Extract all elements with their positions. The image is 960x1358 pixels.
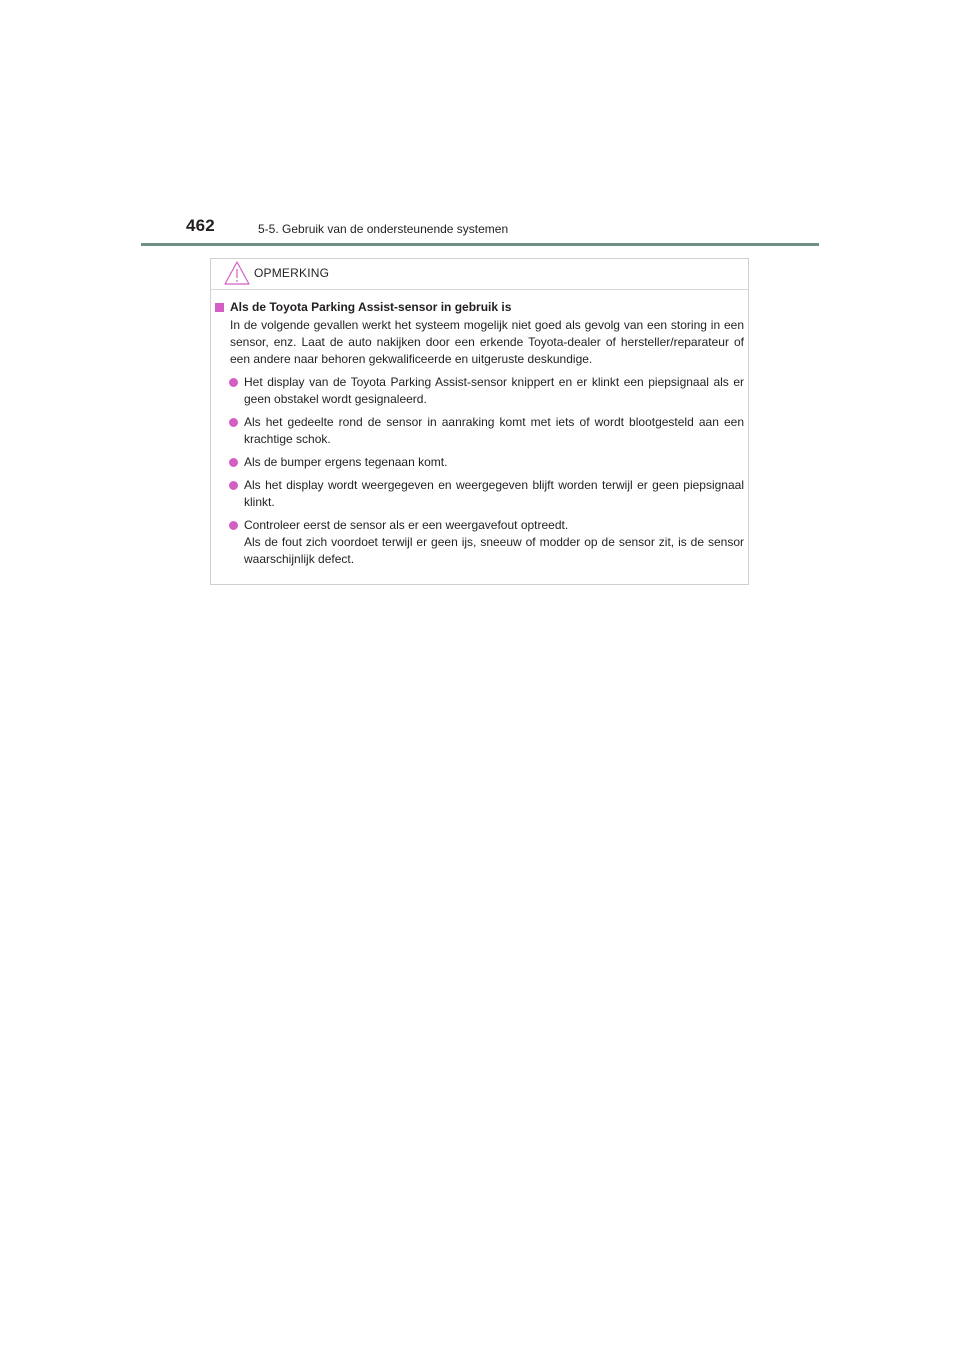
list-item [215, 477, 744, 511]
notice-label: OPMERKING [254, 266, 330, 280]
bullet-text: Het display van de Toyota Parking Assist-sensor knippert en er klinkt een piepsignaal als er geen obstakel wordt gesignaleerd. [244, 375, 744, 406]
bullet-dot-icon [229, 521, 238, 530]
notice-box [210, 258, 749, 585]
intro-paragraph: In de volgende gevallen werkt het systeem mogelijk niet goed als gevolg van een storing in een sensor, enz. Laat de auto nakijken door een erkende Toyota-dealer of hersteller/reparateur of een andere naar behoren gekwalificeerde en uitgeruste deskundige. [230, 318, 744, 366]
subheading-text: Als de Toyota Parking Assist-sensor in gebruik is [230, 300, 512, 314]
bullet-text: Als het gedeelte rond de sensor in aanraking komt met iets of wordt blootgesteld aan een krachtige schok. [244, 415, 744, 446]
bullet-dot-icon [229, 418, 238, 427]
list-item [215, 414, 744, 448]
notice-header [211, 259, 748, 290]
list-item [215, 374, 744, 408]
page-number: 462 [186, 216, 215, 235]
list-item [215, 517, 744, 568]
bullet-text: Controleer eerst de sensor als er een weergavefout optreedt. [244, 518, 569, 532]
bullet-text-continuation: Als de fout zich voordoet terwijl er geen ijs, sneeuw of modder op de sensor zit, is de sensor waarschijnlijk defect. [244, 535, 744, 566]
bullet-text: Als de bumper ergens tegenaan komt. [244, 455, 448, 469]
section-title: 5-5. Gebruik van de ondersteunende systemen [258, 222, 509, 236]
warning-triangle-icon [224, 260, 250, 286]
bullet-list [215, 374, 744, 568]
bullet-text: Als het display wordt weergegeven en weergegeven blijft worden terwijl er geen piepsignaal klinkt. [244, 478, 744, 509]
notice-subheading [215, 299, 744, 316]
square-icon [215, 303, 224, 312]
header-rule [141, 243, 819, 246]
bullet-dot-icon [229, 378, 238, 387]
notice-content [215, 299, 744, 574]
bullet-dot-icon [229, 481, 238, 490]
bullet-dot-icon [229, 458, 238, 467]
list-item [215, 454, 744, 471]
